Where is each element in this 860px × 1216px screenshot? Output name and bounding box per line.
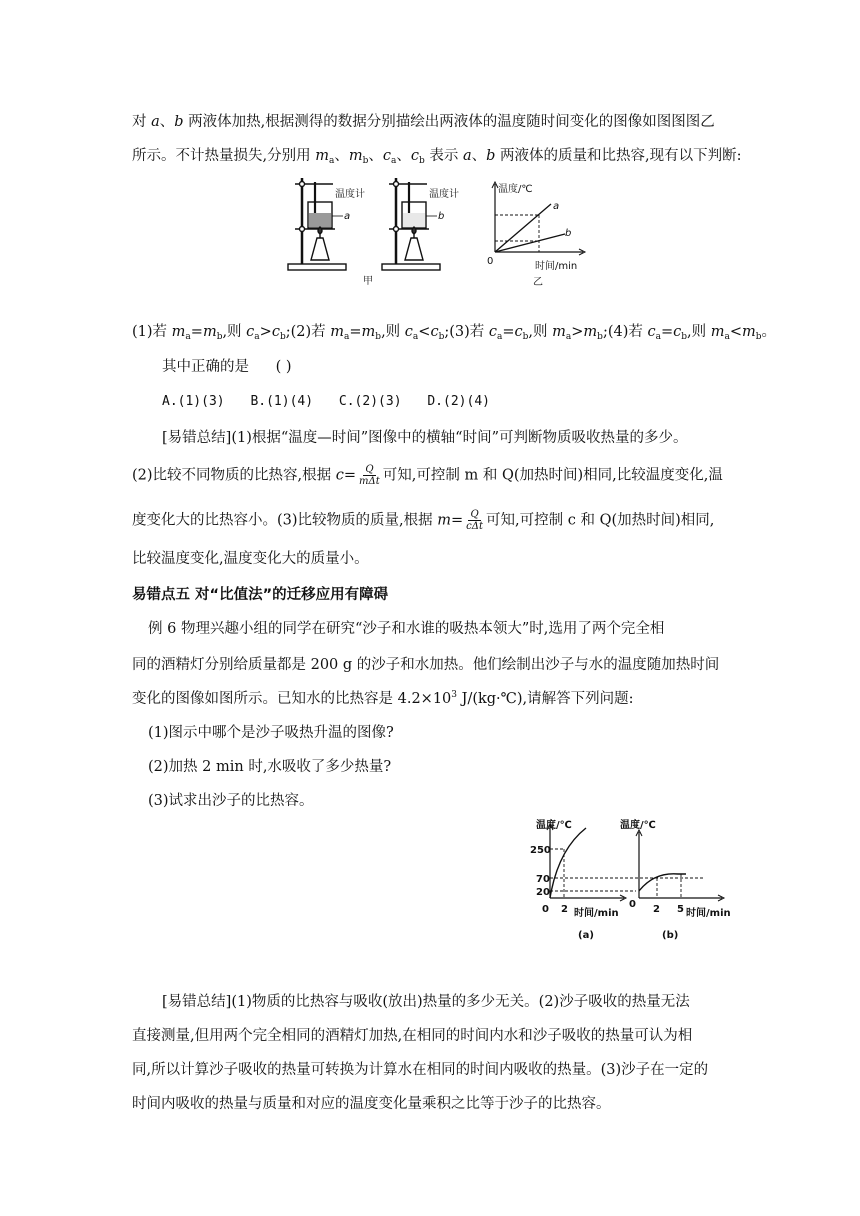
var-b: b: [174, 114, 184, 130]
intro-line-2: [132, 146, 742, 166]
xlabel-a: 时间/min: [574, 908, 619, 919]
var: b: [486, 148, 496, 164]
xtick-b-5: 5: [677, 904, 684, 915]
option-b: B.(1)(4): [250, 394, 314, 409]
example-line-1: 例 6 物理兴趣小组的同学在研究“沙子和水谁的吸热本领大”时,选用了两个完全相: [148, 621, 665, 637]
var: a: [462, 148, 472, 164]
text: 、: [159, 114, 175, 130]
var-a: a: [151, 114, 160, 130]
summary1-line-4: 比较温度变化,温度变化大的质量小。: [132, 551, 369, 567]
graph-a: [547, 824, 704, 901]
graph-line-b-label: b: [565, 228, 572, 239]
question-1: (1)图示中哪个是沙子吸热升温的图像?: [148, 725, 394, 741]
numerator: Q: [470, 509, 479, 520]
graph-line-a-label: a: [553, 201, 560, 212]
figure-2: [526, 812, 744, 946]
example-line-2: 同的酒精灯分别给质量都是 200 g 的沙子和水加热。他们绘制出沙子与水的温度随加热时间: [132, 657, 720, 673]
text: 、: [471, 148, 487, 164]
tick-20: 20: [536, 887, 550, 898]
xlabel-b: 时间/min: [686, 908, 731, 919]
text: 可知,可控制 m 和 Q(加热时间)相同,比较温度变化,温: [382, 467, 723, 484]
summary1-line-2: [132, 464, 737, 487]
text: 变化的图像如图所示。已知水的比热容是 4.2×10: [132, 691, 452, 707]
caption-b: (b): [662, 930, 679, 941]
tick-70: 70: [536, 874, 550, 885]
var: c: [382, 148, 391, 164]
denominator: cΔt: [466, 521, 484, 532]
thermometer-label-1: 温度计: [335, 189, 365, 200]
text: 所示。不计热量损失,分别用: [132, 148, 316, 164]
question-3: (3)试求出沙子的比热容。: [148, 793, 314, 809]
subscript: a: [328, 156, 335, 166]
xtick-b-2: 2: [653, 904, 660, 915]
graph-origin: 0: [487, 256, 494, 267]
summary2-line-2: 直接测量,但用两个完全相同的酒精灯加热,在相同的时间内水和沙子吸收的热量可认为相: [132, 1028, 693, 1044]
origin-a: 0: [542, 904, 549, 915]
text: 可知,可控制 c 和 Q(加热时间)相同,: [486, 512, 715, 529]
example-line-3: [132, 689, 737, 709]
ylabel-b: 温度/℃: [620, 820, 656, 831]
option-c: C.(2)(3): [338, 394, 402, 409]
var: m: [348, 148, 363, 164]
question-text: 其中正确的是: [162, 359, 249, 375]
summary1-line-1: [易错总结](1)根据“温度—时间”图像中的横轴“时间”可判断物质吸收热量的多少。: [162, 430, 688, 446]
subscript: b: [362, 156, 369, 166]
text: (2)比较不同物质的比热容,根据: [132, 467, 336, 484]
var: m: [315, 148, 329, 164]
figure-1: [285, 172, 625, 292]
question-2: (2)加热 2 min 时,水吸收了多少热量?: [148, 759, 392, 775]
text: 、: [368, 148, 383, 164]
option-a: A.(1)(3): [162, 394, 225, 409]
judgments-line: (1)若 $m_a=m_b$,则 $c_a>c_b;(2)$若 $m_a=m_b$,则 $c_a<c_b;(3)$若 $c_a=c_b$,则 $m_a>m_b;(4)$若 $c_a=c_b$,则 $m_a<m_b$。: [132, 324, 777, 342]
ylabel-a: 温度/℃: [536, 820, 572, 831]
intro-line-1: [132, 112, 737, 132]
text: =: [451, 512, 464, 529]
summary2-line-1: [易错总结](1)物质的比热容与吸收(放出)热量的多少无关。(2)沙子吸收的热量无法: [162, 994, 690, 1010]
subscript: b: [418, 156, 425, 166]
question-line: [162, 357, 767, 377]
thermometer-label-2: 温度计: [429, 189, 459, 200]
liquid-a-label: a: [344, 211, 351, 222]
denominator: mΔt: [359, 476, 380, 487]
text: 对: [132, 114, 152, 130]
liquid-b-label: b: [438, 211, 445, 222]
graph-ylabel: 温度/℃: [498, 184, 533, 195]
option-d: D.(2)(4): [427, 394, 490, 409]
text: 表示: [424, 148, 463, 164]
var: c: [410, 148, 419, 164]
tick-250: 250: [530, 845, 551, 856]
numerator: Q: [365, 464, 374, 475]
text: J/(kg·℃),请解答下列问题:: [457, 691, 634, 707]
label-yi: 乙: [533, 277, 543, 288]
summary2-line-4: 时间内吸收的热量与质量和对应的温度变化量乘积之比等于沙子的比热容。: [132, 1096, 611, 1112]
origin-b: 0: [629, 899, 636, 910]
curve-a: [550, 828, 586, 898]
graph-xlabel: 时间/min: [535, 261, 578, 272]
text: 、: [396, 148, 411, 164]
options-row: [162, 392, 767, 412]
text: 度变化大的比热容小。(3)比较物质的质量,根据: [132, 512, 438, 529]
section-heading: 易错点五 对“比值法”的迁移应用有障碍: [132, 587, 389, 603]
var: m: [437, 512, 452, 529]
label-jia: 甲: [363, 276, 373, 287]
text: 、: [334, 148, 349, 164]
curve-b: [639, 874, 686, 891]
answer-paren: ( ): [275, 359, 292, 375]
text: 两液体加热,根据测得的数据分别描绘出两液体的温度随时间变化的图像如图图图乙: [183, 114, 715, 130]
caption-a: (a): [578, 930, 594, 941]
graph-b: [636, 830, 724, 901]
fraction-c: [357, 464, 382, 487]
text: =: [343, 467, 357, 484]
var: c: [335, 467, 344, 484]
summary2-line-3: 同,所以计算沙子吸收的热量可转换为计算水在相同的时间内吸收的热量。(3)沙子在一定的: [132, 1062, 709, 1078]
subscript: a: [390, 156, 397, 166]
text: 两液体的质量和比热容,现有以下判断:: [495, 148, 742, 164]
superscript: 3: [451, 690, 458, 701]
summary1-line-3: [132, 509, 737, 532]
xtick-a-2: 2: [561, 904, 568, 915]
fraction-m: [464, 509, 485, 532]
